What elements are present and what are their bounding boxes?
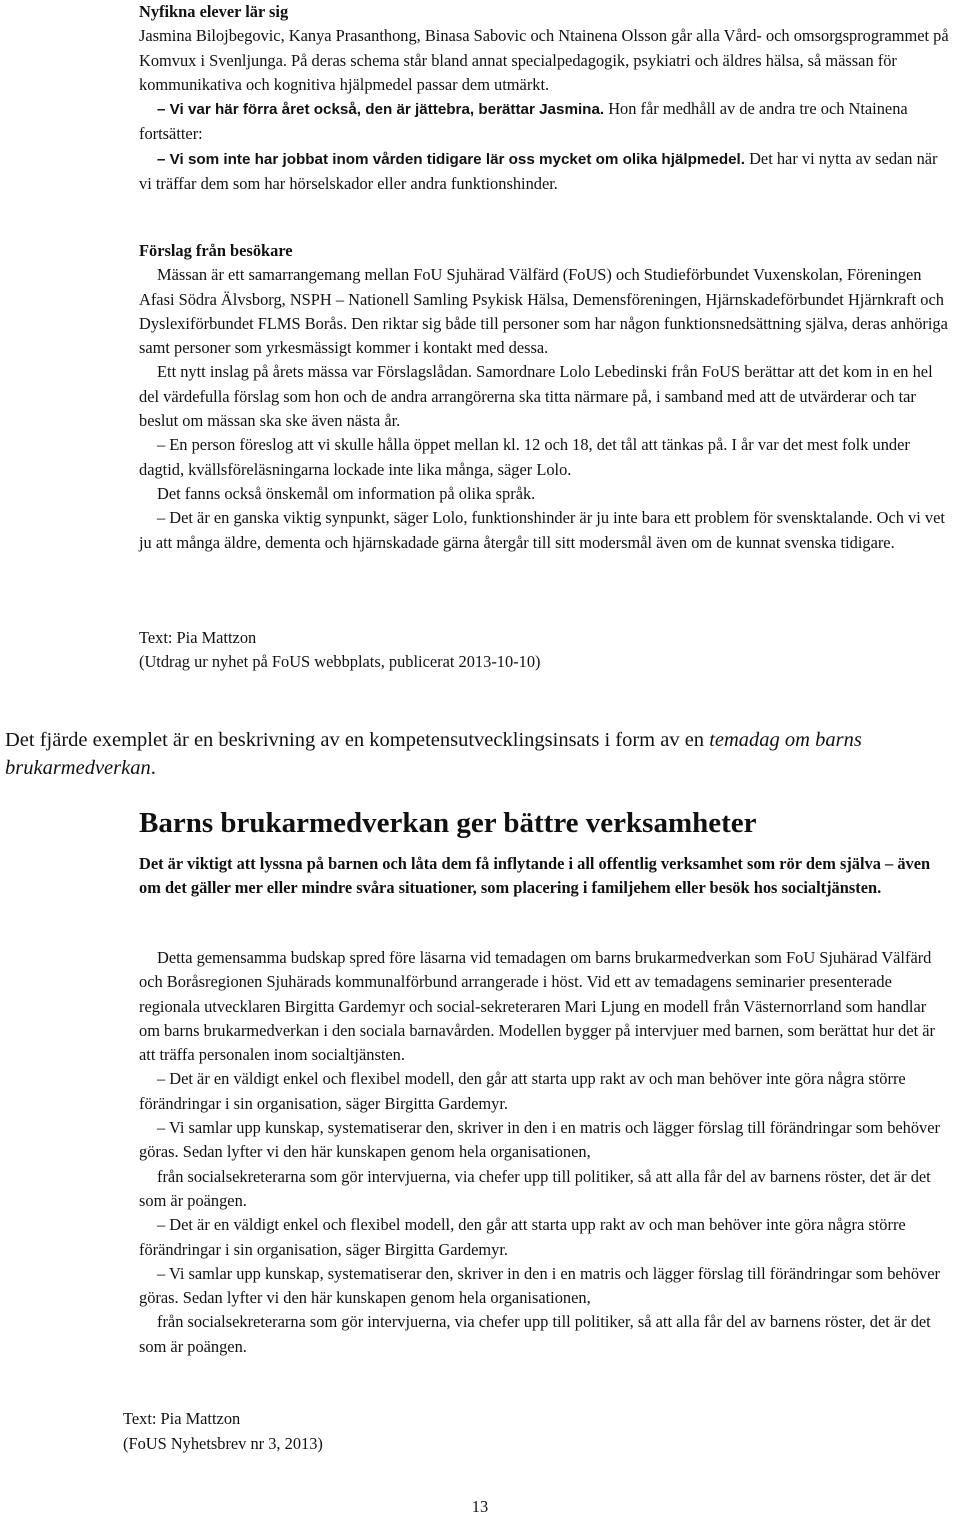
credit-author: Text: Pia Mattzon <box>123 1409 241 1428</box>
page-number: 13 <box>471 1497 489 1516</box>
section-forslag-fran-besokare <box>139 239 951 555</box>
article-title: Barns brukarmedverkan ger bättre verksamheter <box>139 807 757 839</box>
paragraph-text: Hon får medhåll av de andra tre och Ntainena fortsätter: <box>139 99 908 144</box>
intro-text: Det fjärde exemplet är en beskrivning av en kompetensutvecklingsinsats i form av en <box>5 729 710 751</box>
intro-emphasis: temadag om barns brukarmedverkan <box>5 729 862 779</box>
paragraph: Mässan är ett samarrangemang mellan FoU Sjuhärad Välfärd (FoUS) och Studieförbundet Vuxenskolan, Föreningen Afasi Södra Älvsborg, NSPH – Nationell Samling Psykisk Hälsa, Demensföreningen, Hjärnskadeförbundet Hjärnkraft och Dyslexiförbundet FLMS Borås. Den riktar sig både till personer som har någon funktionsnedsättning själva, deras anhöriga samt personer som yrkesmässigt kommer i kontakt med dessa. <box>139 265 948 358</box>
quote-paragraph: – Vi samlar upp kunskap, systematiserar den, skriver in den i en matris och lägger förslag till förändringar som behöver göras. Sedan lyfter vi den här kunskapen genom hela organisationen, <box>139 1118 940 1162</box>
quote-text: – Vi som inte har jobbat inom vården tidigare lär oss mycket om olika hjälpmedel. <box>157 150 745 168</box>
article-body <box>139 946 951 1359</box>
paragraph: Ett nytt inslag på årets mässa var Förslagslådan. Samordnare Lolo Lebedinski från FoUS berättar att det kom in en hel del värdefulla förslag som hon och de andra arrangörerna ska titta närmare på, i samband med att de utvärderar och tar beslut om mässan ska ske även nästa år. <box>139 362 933 431</box>
credit-author: Text: Pia Mattzon <box>139 628 257 647</box>
credit-block <box>123 1407 323 1456</box>
intro-paragraph <box>5 726 960 782</box>
credit-block <box>139 626 951 675</box>
section-heading: Nyfikna elever lär sig <box>139 2 289 21</box>
quote-paragraph: – Det är en ganska viktig synpunkt, säger Lolo, funktionshinder är ju inte bara ett problem för svensktalande. Och vi vet ju att många äldre, dementa och hjärnskadade gärna återgår till sitt modersmål även om de kunnat svenska tidigare. <box>139 508 945 552</box>
section-nyfikna-elever <box>139 0 951 196</box>
intro-end: . <box>150 757 156 779</box>
paragraph-text: Det har vi nytta av sedan när vi träffar dem som har hörselskador eller andra funktionshinder. <box>139 148 938 194</box>
quote-paragraph: – En person föreslog att vi skulle hålla öppet mellan kl. 12 och 18, det tål att tänkas på. I år var det mest folk under dagtid, kvällsföreläsningarna lockade inte lika många, säger Lolo. <box>139 435 910 479</box>
paragraph: från socialsekreterarna som gör intervjuerna, via chefer upp till politiker, så att alla får del av barnens röster, det är det som är poängen. <box>139 1166 931 1210</box>
article-lead: Det är viktigt att lyssna på barnen och låta dem få inflytande i all offentlig verksamhet som rör dem själva – även om det gäller mer eller mindre svåra situationer, som placering i familjehem eller besök hos socialtjänsten. <box>139 854 931 897</box>
paragraph: Jasmina Bilojbegovic, Kanya Prasanthong, Binasa Sabovic och Ntainena Olsson går alla Vård- och omsorgsprogrammet på Komvux i Svenljunga. På deras schema står bland annat specialpedagogik, psykiatri och äldres hälsa, så mässan för kommunikativa och kognitiva hjälpmedel passar dem utmärkt. <box>139 26 949 94</box>
paragraph: från socialsekreterarna som gör intervjuerna, via chefer upp till politiker, så att alla får del av barnens röster, det är det som är poängen. <box>139 1312 931 1356</box>
quote-text: – Vi var här förra året också, den är jättebra, berättar Jasmina. <box>157 101 605 119</box>
quote-paragraph: – Det är en väldigt enkel och flexibel modell, den går att starta upp rakt av och man behöver inte göra några större förändringar i sin organisation, säger Birgitta Gardemyr. <box>139 1069 906 1113</box>
quote-paragraph: – Det är en väldigt enkel och flexibel modell, den går att starta upp rakt av och man behöver inte göra några större förändringar i sin organisation, säger Birgitta Gardemyr. <box>139 1215 906 1259</box>
section-heading: Förslag från besökare <box>139 241 293 260</box>
paragraph: Detta gemensamma budskap spred före läsarna vid temadagen om barns brukarmedverkan som FoU Sjuhärad Välfärd och Boråsregionen Sjuhärads kommunalförbund arrangerade i höst. Vid ett av temadagens seminarier presenterade regionala utvecklaren Birgitta Gardemyr och social-sekreteraren Mari Ljung en modell från Västernorrland som handlar om barns brukarmedverkan i den sociala barnavården. Modellen bygger på intervjuer med barnen, som berättat hur det är att träffa personalen inom socialtjänsten. <box>139 948 936 1065</box>
quote-paragraph: – Vi samlar upp kunskap, systematiserar den, skriver in den i en matris och lägger förslag till förändringar som behöver göras. Sedan lyfter vi den här kunskapen genom hela organisationen, <box>139 1263 940 1308</box>
credit-source: (Utdrag ur nyhet på FoUS webbplats, publicerat 2013-10-10) <box>139 652 541 672</box>
paragraph: Det fanns också önskemål om information på olika språk. <box>157 483 536 503</box>
quote-paragraph <box>139 97 951 147</box>
credit-source: (FoUS Nyhetsbrev nr 3, 2013) <box>123 1433 323 1453</box>
quote-paragraph <box>139 147 951 197</box>
